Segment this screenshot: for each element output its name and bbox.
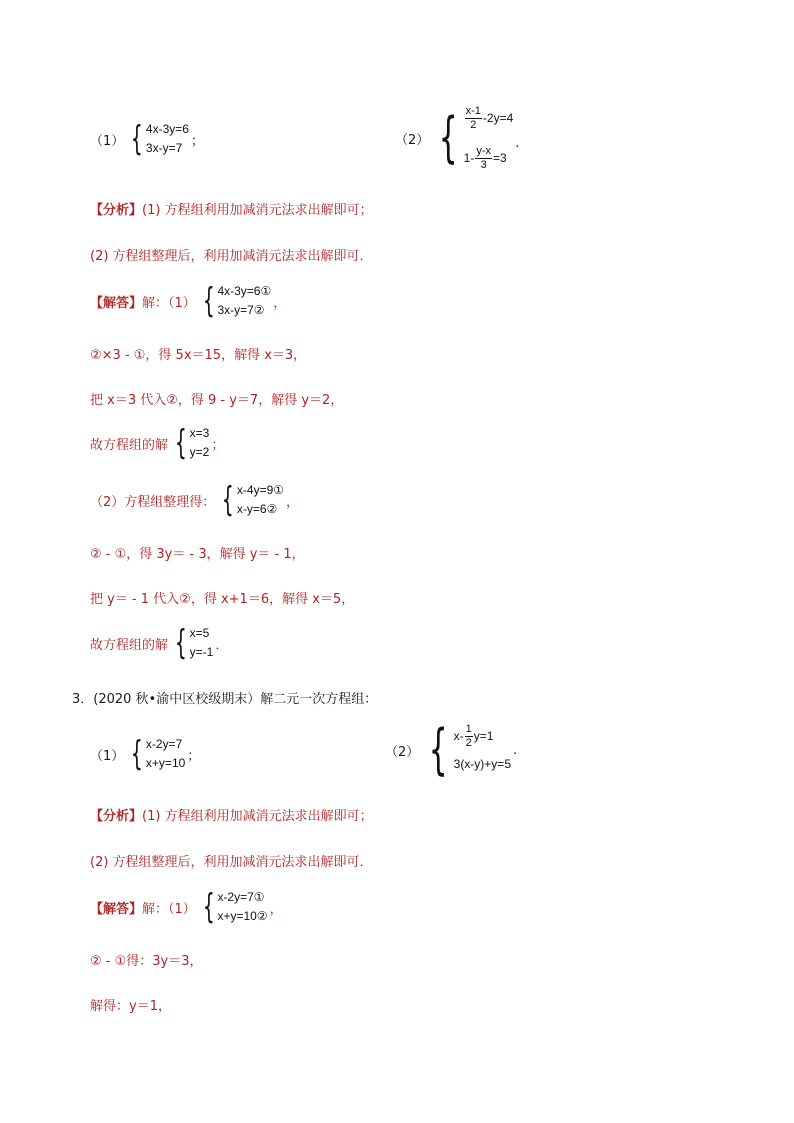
left-brace: {: [202, 281, 215, 321]
equation-system: [421, 718, 511, 781]
punctuation: ；: [190, 133, 204, 149]
analysis-line-2: [90, 851, 373, 870]
punctuation: ，: [286, 494, 300, 510]
left-brace: {: [222, 480, 235, 520]
equation-system: [431, 98, 513, 178]
problem-2-work: （2）方程组整理得： { x-4y=9① x-y=6② ，: [90, 480, 300, 520]
fraction: $\frac{x-1}{2}$: [465, 104, 481, 131]
punctuation: .: [515, 135, 520, 151]
equation-system: [126, 735, 185, 773]
analysis-line-1: [90, 805, 373, 824]
solution-step-3: ② - ①，得 3y＝ - 3，解得 y＝ - 1，: [90, 547, 305, 562]
problem-label: （2）: [395, 132, 430, 148]
equation-system: [126, 120, 189, 158]
analysis-text: (1) 方程组利用加减消元法求出解即可；: [142, 203, 373, 218]
problem-label: （1）: [90, 133, 125, 149]
equation-1: $\frac{x-1}{2}$ -2y=4: [465, 104, 514, 131]
equation-system: [198, 888, 268, 926]
analysis-text: (1) 方程组利用加减消元法求出解即可；: [142, 809, 373, 824]
equation-system: [198, 282, 271, 320]
left-brace: {: [429, 718, 448, 781]
left-brace: {: [131, 734, 144, 774]
equation-system: [170, 424, 209, 462]
equation-2: y=-1: [189, 645, 214, 659]
equation-1: x-4y=9①: [236, 483, 285, 497]
equation-system: [170, 624, 213, 662]
equation-2: y=2: [189, 445, 210, 459]
equation-system: [217, 481, 284, 519]
equation-2: 3(x-y)+y=5: [453, 757, 511, 771]
solution-step-1: ② - ①得：3y＝3，: [90, 954, 203, 969]
equation-1: x-2y=7①: [217, 890, 265, 904]
equation-2: 3x-y=7: [145, 141, 183, 155]
punctuation: ．: [215, 637, 229, 653]
equation-1: x=5: [189, 626, 210, 640]
equation-2: 3x-y=7②: [217, 303, 265, 317]
answer-line: [90, 888, 283, 926]
equation-1: 4x-3y=6①: [217, 284, 272, 298]
equation-2: x+y=10: [145, 756, 186, 770]
equation-2: x-y=6②: [236, 502, 278, 516]
problem-1-system: [90, 120, 204, 158]
left-brace: {: [174, 423, 187, 463]
answer-tag: 【解答】: [90, 295, 143, 311]
equation-1: x=3: [189, 426, 210, 440]
problem-label: （1）: [90, 748, 125, 764]
analysis-text: (2) 方程组整理后，利用加减消元法求出解即可．: [90, 249, 373, 264]
problem-3-1-system: [90, 735, 200, 773]
solution-step-2: 把 x＝3 代入②，得 9 - y＝7，解得 y＝2，: [90, 393, 344, 408]
left-brace: {: [131, 119, 144, 159]
equation-2: x+y=10②: [217, 909, 268, 923]
left-brace: {: [174, 623, 187, 663]
equation-1: 4x-3y=6: [145, 122, 189, 136]
analysis-text: (2) 方程组整理后，利用加减消元法求出解即可．: [90, 855, 373, 870]
solution-2-result: 故方程组的解 { x=5 y=-1 ．: [90, 623, 229, 663]
solution-step-2: 解得：y＝1，: [90, 999, 171, 1014]
problem-3-2-system: [385, 718, 518, 781]
punctuation: ，: [273, 295, 287, 311]
fraction: $\frac{y-x}{3}$: [476, 144, 491, 171]
answer-intro: 解：（1）: [142, 901, 196, 917]
solution-step-4: 把 y＝ - 1 代入②，得 x+1＝6，解得 x＝5，: [90, 592, 355, 607]
problem-label: （2）: [385, 744, 420, 760]
answer-intro: 解：（1）: [142, 295, 196, 311]
problem-2-system: [395, 98, 519, 178]
analysis-line-1: [90, 199, 373, 218]
left-brace: {: [439, 106, 458, 169]
answer-tag: 【解答】: [90, 901, 143, 917]
answer-line: [90, 282, 286, 320]
analysis-line-2: [90, 245, 373, 264]
punctuation: ；: [211, 437, 225, 453]
solution-1-result: 故方程组的解 { x=3 y=2 ；: [90, 423, 225, 463]
punctuation: .: [513, 742, 518, 758]
analysis-tag: 【分析】: [90, 809, 143, 824]
problem-3-heading: 3．(2020 秋•渝中区校级期末）解二元一次方程组：: [72, 692, 378, 707]
fraction: $\frac{1}{2}$: [465, 722, 472, 749]
analysis-tag: 【分析】: [90, 203, 143, 218]
left-brace: {: [202, 887, 215, 927]
equation-1: x-2y=7: [145, 737, 183, 751]
punctuation: ；: [187, 748, 201, 764]
equation-1: x- $\frac{1}{2}$ y=1: [453, 722, 494, 749]
punctuation: ，: [269, 901, 283, 917]
solution-step-1: ②×3 - ①，得 5x＝15，解得 x＝3，: [90, 348, 307, 363]
equation-2: 1- $\frac{y-x}{3}$ =3: [463, 144, 507, 171]
